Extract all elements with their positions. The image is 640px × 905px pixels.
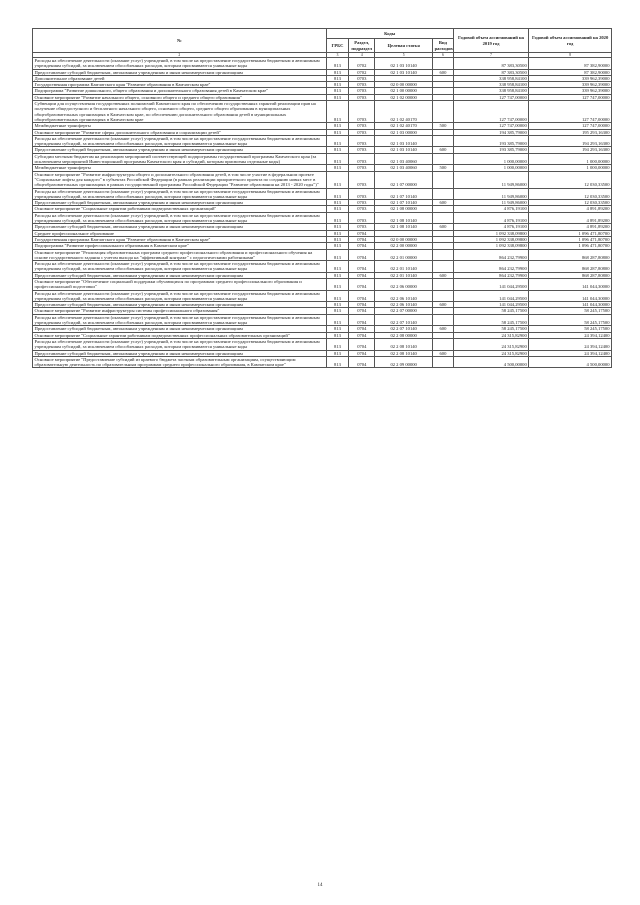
amount-2020-cell: 4 891,89200 <box>529 206 612 212</box>
index-cell: 4 <box>349 53 375 58</box>
razdel-cell: 0703 <box>349 188 375 200</box>
amount-2020-cell: 1 096 471,80700 <box>529 236 612 242</box>
vid-cell <box>433 212 454 224</box>
target-cell: 02 2 06 10140 <box>375 302 433 308</box>
col-header-target: Целевая статья <box>375 39 433 53</box>
amount-2020-cell: 58 245,17500 <box>529 326 612 332</box>
amount-2020-cell: 24 394,12400 <box>529 332 612 338</box>
table-row <box>33 356 612 368</box>
razdel-cell: 0704 <box>349 249 375 261</box>
table-row <box>33 261 612 273</box>
target-cell: 02 2 00 00000 <box>375 243 433 249</box>
vid-cell <box>433 290 454 302</box>
table-row <box>33 338 612 350</box>
row-name-cell: Подпрограмма "Развитие профессионального образования в Камчатском крае" <box>33 243 327 249</box>
amount-2020-cell: 868 287,80800 <box>529 272 612 278</box>
target-cell: 02 2 09 00000 <box>375 356 433 368</box>
col-header-grbs: ГРБС <box>326 39 349 53</box>
vid-cell: 600 <box>433 200 454 206</box>
amount-2019-cell: 1 092 338,09800 <box>453 230 528 236</box>
amount-2019-cell: 87 383,30500 <box>453 69 528 75</box>
grbs-cell: 813 <box>326 82 349 88</box>
amount-2020-cell: 141 044,30000 <box>529 302 612 308</box>
grbs-cell: 813 <box>326 69 349 75</box>
razdel-cell: 0702 <box>349 58 375 70</box>
grbs-cell: 813 <box>326 350 349 356</box>
target-cell: 02 1 08 10140 <box>375 212 433 224</box>
col-header-razdel: Раздел, подраздел <box>349 39 375 53</box>
row-name-cell: Расходы на обеспечение деятельности (оказание услуг) учреждений, в том числе на предоставление государственным бюджетным и автономным учреждениям субсидий, за исключением обособленных расходов, которым присваиваются уникальные коды <box>33 135 327 147</box>
amount-2019-cell: 4 876,19100 <box>453 212 528 224</box>
razdel-cell: 0704 <box>349 356 375 368</box>
index-cell: 6 <box>433 53 454 58</box>
vid-cell: 500 <box>433 165 454 171</box>
amount-2020-cell: 24 394,12400 <box>529 350 612 356</box>
vid-cell <box>433 249 454 261</box>
table-body <box>33 58 612 368</box>
target-cell: 02 1 03 10140 <box>375 69 433 75</box>
amount-2019-cell: 864 232,79900 <box>453 272 528 278</box>
table-row <box>33 249 612 261</box>
vid-cell <box>433 261 454 273</box>
amount-2019-cell: 338 958,84100 <box>453 88 528 94</box>
vid-cell: 600 <box>433 350 454 356</box>
target-cell: 02 2 01 10140 <box>375 261 433 273</box>
row-name-cell: Расходы на обеспечение деятельности (оказание услуг) учреждений, в том числе на предоставление государственным бюджетным и автономным учреждениям субсидий, за исключением обособленных расходов, которым присваиваются уникальные коды <box>33 261 327 273</box>
amount-2019-cell: 193 385,79000 <box>453 147 528 153</box>
razdel-cell: 0704 <box>349 272 375 278</box>
amount-2019-cell: 4 500,00000 <box>453 356 528 368</box>
vid-cell <box>433 153 454 165</box>
row-name-cell: Субсидии местным бюджетам на реализацию мероприятий соответствующей подпрограммы государственной программы Камчатского края (за исключением мероприятий Инвестиционной программы Камчатского края и субсидий, которым присвоены отдельные коды) <box>33 153 327 165</box>
vid-cell: 600 <box>433 224 454 230</box>
grbs-cell: 813 <box>326 249 349 261</box>
table-row <box>33 188 612 200</box>
razdel-cell: 0703 <box>349 94 375 100</box>
vid-cell: 500 <box>433 123 454 129</box>
table-row <box>33 153 612 165</box>
amount-2019-cell: 1 000,00000 <box>453 165 528 171</box>
grbs-cell: 813 <box>326 308 349 314</box>
row-name-cell: Основное мероприятие "Обеспечение социальной поддержки обучающихся по программам среднего профессионального образования и профессиональной подготовки" <box>33 278 327 290</box>
amount-2019-cell: 141 044,29500 <box>453 290 528 302</box>
amount-2020-cell: 58 245,17500 <box>529 308 612 314</box>
row-name-cell: Расходы на обеспечение деятельности (оказание услуг) учреждений, в том числе на предоставление государственным бюджетным и автономным учреждениям субсидий, за исключением обособленных расходов, которым присваиваются уникальные коды <box>33 212 327 224</box>
row-name-cell: Предоставление субсидий бюджетным, автономным учреждениям и иным некоммерческим организациям <box>33 147 327 153</box>
grbs-cell: 813 <box>326 101 349 123</box>
grbs-cell: 813 <box>326 153 349 165</box>
target-cell: 02 1 02 40170 <box>375 123 433 129</box>
grbs-cell: 813 <box>326 212 349 224</box>
target-cell: 02 1 03 10140 <box>375 147 433 153</box>
table-row <box>33 171 612 188</box>
razdel-cell: 0703 <box>349 123 375 129</box>
target-cell: 02 0 00 00000 <box>375 236 433 242</box>
grbs-cell: 813 <box>326 261 349 273</box>
target-cell: 02 1 07 10140 <box>375 200 433 206</box>
razdel-cell: 0703 <box>349 153 375 165</box>
grbs-cell: 813 <box>326 88 349 94</box>
amount-2019-cell: 127 747,00000 <box>453 101 528 123</box>
grbs-cell: 813 <box>326 326 349 332</box>
target-cell: 02 2 06 10140 <box>375 290 433 302</box>
amount-2019-cell: 338 958,84100 <box>453 82 528 88</box>
razdel-cell: 0704 <box>349 290 375 302</box>
vid-cell <box>433 101 454 123</box>
grbs-cell: 813 <box>326 236 349 242</box>
row-name-cell: Расходы на обеспечение деятельности (оказание услуг) учреждений, в том числе на предоставление государственным бюджетным и автономным учреждениям субсидий, за исключением обособленных расходов, которым присваиваются уникальные коды <box>33 290 327 302</box>
grbs-cell: 813 <box>326 58 349 70</box>
row-name-cell: Основное мероприятие "Развитие инфраструктуры системы профессионального образования" <box>33 308 327 314</box>
grbs-cell: 813 <box>326 290 349 302</box>
amount-2020-cell: 58 245,17500 <box>529 314 612 326</box>
razdel-cell: 0704 <box>349 326 375 332</box>
grbs-cell: 813 <box>326 147 349 153</box>
amount-2019-cell: 141 044,29500 <box>453 278 528 290</box>
grbs-cell: 813 <box>326 135 349 147</box>
amount-2020-cell: 141 044,30000 <box>529 290 612 302</box>
table-row <box>33 314 612 326</box>
row-name-cell: Основное мероприятие "Развитие инфраструктуры общего и дополнительного образования детей, в том числе участие в федеральном проекте "Социальные лифты для каждого" в субъектах Российской Федерации (в рамках реализации приоритетного проекта по созданию новых мест в общеобразовательных организациях в рамках государственной программы Российской Федерации "Развитие образования на 2013 - 2020 годы")" <box>33 171 327 188</box>
razdel-cell: 0703 <box>349 147 375 153</box>
vid-cell <box>433 356 454 368</box>
amount-2019-cell: 87 383,30500 <box>453 58 528 70</box>
header-row-1 <box>33 29 612 39</box>
amount-2020-cell: 339 962,39000 <box>529 75 612 81</box>
row-name-cell: Предоставление субсидий бюджетным, автономным учреждениям и иным некоммерческим организациям <box>33 272 327 278</box>
amount-2020-cell: 127 747,00000 <box>529 94 612 100</box>
razdel-cell: 0704 <box>349 332 375 338</box>
amount-2019-cell: 127 747,00000 <box>453 123 528 129</box>
index-cell: 2 <box>33 53 327 58</box>
razdel-cell: 0704 <box>349 261 375 273</box>
razdel-cell: 0704 <box>349 230 375 236</box>
amount-2020-cell: 127 747,00000 <box>529 101 612 123</box>
row-name-cell: Основное мероприятие "Социальные гарантии работникам подведомственных профессиональных образовательных организаций" <box>33 332 327 338</box>
row-name-cell: Расходы на обеспечение деятельности (оказание услуг) учреждений, в том числе на предоставление государственным бюджетным и автономным учреждениям субсидий, за исключением обособленных расходов, которым присваиваются уникальные коды <box>33 314 327 326</box>
index-cell: 3 <box>326 53 349 58</box>
razdel-cell: 0703 <box>349 135 375 147</box>
index-cell: 5 <box>375 53 433 58</box>
amount-2019-cell: 864 232,79900 <box>453 249 528 261</box>
target-cell: 02 2 08 10140 <box>375 338 433 350</box>
razdel-cell: 0703 <box>349 82 375 88</box>
row-name-cell: Предоставление субсидий бюджетным, автономным учреждениям и иным некоммерческим организациям <box>33 302 327 308</box>
target-cell: 02 2 01 10140 <box>375 272 433 278</box>
amount-2020-cell: 141 044,30000 <box>529 278 612 290</box>
row-name-cell: Основное мероприятие "Социальные гарантии работникам подведомственных организаций" <box>33 206 327 212</box>
target-cell: 02 1 03 40060 <box>375 153 433 165</box>
grbs-cell: 813 <box>326 206 349 212</box>
grbs-cell: 813 <box>326 302 349 308</box>
amount-2019-cell: 194 385,79000 <box>453 129 528 135</box>
amount-2019-cell: 1 092 338,09800 <box>453 236 528 242</box>
budget-table <box>32 28 612 368</box>
target-cell: 02 2 01 00000 <box>375 249 433 261</box>
grbs-cell: 813 <box>326 278 349 290</box>
vid-cell <box>433 135 454 147</box>
vid-cell: 600 <box>433 302 454 308</box>
grbs-cell: 813 <box>326 243 349 249</box>
row-name-cell: Предоставление субсидий бюджетным, автономным учреждениям и иным некоммерческим организациям <box>33 69 327 75</box>
razdel-cell: 0703 <box>349 200 375 206</box>
grbs-cell: 813 <box>326 171 349 188</box>
amount-2019-cell: 1 092 338,09800 <box>453 243 528 249</box>
amount-2020-cell: 1 096 471,80700 <box>529 230 612 236</box>
amount-2020-cell: 87 382,90000 <box>529 58 612 70</box>
grbs-cell: 813 <box>326 272 349 278</box>
amount-2020-cell: 1 000,00000 <box>529 165 612 171</box>
grbs-cell: 813 <box>326 188 349 200</box>
grbs-cell: 813 <box>326 230 349 236</box>
amount-2019-cell: 11 949,86000 <box>453 188 528 200</box>
amount-2019-cell: 24 315,82900 <box>453 332 528 338</box>
amount-2020-cell: 12 030,33500 <box>529 171 612 188</box>
target-cell: 02 1 03 00000 <box>375 129 433 135</box>
amount-2020-cell: 12 030,33500 <box>529 188 612 200</box>
grbs-cell: 813 <box>326 75 349 81</box>
target-cell: 02 1 08 00000 <box>375 206 433 212</box>
row-name-cell: Среднее профессиональное образование <box>33 230 327 236</box>
razdel-cell: 0704 <box>349 302 375 308</box>
target-cell: 02 2 08 10140 <box>375 350 433 356</box>
target-cell: 02 2 08 00000 <box>375 332 433 338</box>
grbs-cell: 813 <box>326 200 349 206</box>
amount-2019-cell: 1 000,00000 <box>453 153 528 165</box>
target-cell: 02 2 07 10140 <box>375 326 433 332</box>
razdel-cell: 0703 <box>349 75 375 81</box>
razdel-cell: 0704 <box>349 236 375 242</box>
target-cell: 02 1 07 10140 <box>375 188 433 200</box>
row-name-cell: Расходы на обеспечение деятельности (оказание услуг) учреждений, в том числе на предоставление государственным бюджетным и автономным учреждениям субсидий, за исключением обособленных расходов, которым присваиваются уникальные коды <box>33 58 327 70</box>
row-name-cell: Предоставление субсидий бюджетным, автономным учреждениям и иным некоммерческим организациям <box>33 200 327 206</box>
target-cell: 02 1 03 10140 <box>375 135 433 147</box>
vid-cell: 600 <box>433 147 454 153</box>
vid-cell <box>433 278 454 290</box>
razdel-cell: 0703 <box>349 101 375 123</box>
amount-2020-cell: 194 293,16300 <box>529 135 612 147</box>
target-cell: 02 1 08 10140 <box>375 224 433 230</box>
razdel-cell: 0704 <box>349 350 375 356</box>
razdel-cell: 0704 <box>349 308 375 314</box>
row-name-cell: Подпрограмма "Развитие дошкольного, общего образования и дополнительного образования детей в Камчатском крае" <box>33 88 327 94</box>
table-row <box>33 278 612 290</box>
amount-2019-cell: 11 949,86000 <box>453 200 528 206</box>
target-cell: 02 1 00 00000 <box>375 88 433 94</box>
row-name-cell: Субвенции для осуществления государственных полномочий Камчатского края по обеспечению государственных гарантий реализации прав на получение общедоступного и бесплатного начального общего, основного общего, среднего общего образования в муниципальных общеобразовательных организациях в Камчатском крае, по обеспечению дополнительного образования детей в муниципальных общеобразовательных организациях в Камчатском крае <box>33 101 327 123</box>
target-cell: 02 1 03 10140 <box>375 58 433 70</box>
row-name-cell: Предоставление субсидий бюджетным, автономным учреждениям и иным некоммерческим организациям <box>33 350 327 356</box>
target-cell: 02 0 00 00000 <box>375 82 433 88</box>
vid-cell <box>433 58 454 70</box>
col-header-2019: Годовой объем ассигнований на 2019 год <box>453 29 528 53</box>
razdel-cell: 0703 <box>349 165 375 171</box>
razdel-cell: 0704 <box>349 243 375 249</box>
razdel-cell: 0702 <box>349 69 375 75</box>
amount-2020-cell: 1 096 471,80700 <box>529 243 612 249</box>
target-cell: 02 2 07 10140 <box>375 314 433 326</box>
table-row <box>33 212 612 224</box>
grbs-cell: 813 <box>326 338 349 350</box>
razdel-cell: 0704 <box>349 338 375 350</box>
grbs-cell: 813 <box>326 94 349 100</box>
amount-2019-cell: 11 949,86000 <box>453 171 528 188</box>
razdel-cell: 0703 <box>349 224 375 230</box>
row-name-cell: Предоставление субсидий бюджетным, автономным учреждениям и иным некоммерческим организациям <box>33 326 327 332</box>
amount-2019-cell: 338 958,84100 <box>453 75 528 81</box>
amount-2019-cell: 24 315,82900 <box>453 338 528 350</box>
target-cell: 02 1 02 40170 <box>375 101 433 123</box>
index-cell: 7 <box>453 53 528 58</box>
col-header-vid: Вид расходов <box>434 40 453 51</box>
amount-2020-cell: 339 962,39000 <box>529 88 612 94</box>
grbs-cell: 813 <box>326 314 349 326</box>
table-row <box>33 290 612 302</box>
row-name-cell: Основное мероприятие "Реализация образовательных программ среднего профессионального образования и профессионального обучения на основе государственного задания с учетом выхода на "эффективный контракт" с педагогическими работниками" <box>33 249 327 261</box>
amount-2020-cell: 12 030,33500 <box>529 200 612 206</box>
amount-2020-cell: 4 500,00000 <box>529 356 612 368</box>
row-name-cell: Дополнительное образование детей <box>33 75 327 81</box>
amount-2019-cell: 4 876,19100 <box>453 224 528 230</box>
target-cell: 02 2 07 00000 <box>375 308 433 314</box>
amount-2020-cell: 4 891,89200 <box>529 212 612 224</box>
amount-2019-cell: 4 876,19100 <box>453 206 528 212</box>
col-header-name: № <box>33 29 327 53</box>
grbs-cell: 813 <box>326 356 349 368</box>
amount-2020-cell: 868 287,80800 <box>529 249 612 261</box>
vid-cell <box>433 188 454 200</box>
amount-2020-cell: 4 891,89200 <box>529 224 612 230</box>
row-name-cell: Государственная программа Камчатского края "Развитие образования в Камчатском крае" <box>33 236 327 242</box>
razdel-cell: 0703 <box>349 171 375 188</box>
grbs-cell: 813 <box>326 224 349 230</box>
row-name-cell: Основное мероприятие "Развитие начального общего, основного общего и среднего общего образования" <box>33 94 327 100</box>
razdel-cell: 0704 <box>349 278 375 290</box>
target-cell: 02 1 07 00000 <box>375 171 433 188</box>
amount-2019-cell: 864 232,79900 <box>453 261 528 273</box>
row-name-cell: Расходы на обеспечение деятельности (оказание услуг) учреждений, в том числе на предоставление государственным бюджетным и автономным учреждениям субсидий, за исключением обособленных расходов, которым присваиваются уникальные коды <box>33 188 327 200</box>
row-name-cell: Основное мероприятие "Предоставление субсидий из краевого бюджета частным образовательным организациям, осуществляющим образовательную деятельность по образовательным программам среднего профессионального образования, в Камчатском крае" <box>33 356 327 368</box>
amount-2020-cell: 1 000,00000 <box>529 153 612 165</box>
amount-2020-cell: 127 747,00000 <box>529 123 612 129</box>
amount-2020-cell: 339 962,39000 <box>529 82 612 88</box>
grbs-cell: 813 <box>326 332 349 338</box>
razdel-cell: 0703 <box>349 212 375 224</box>
table-row <box>33 101 612 123</box>
grbs-cell: 813 <box>326 165 349 171</box>
col-header-2020: Годовой объем ассигнований на 2020 год <box>529 29 612 53</box>
amount-2020-cell: 24 394,12400 <box>529 338 612 350</box>
vid-cell: 600 <box>433 69 454 75</box>
table-row <box>33 135 612 147</box>
razdel-cell: 0703 <box>349 206 375 212</box>
grbs-cell: 813 <box>326 123 349 129</box>
row-name-cell: Основное мероприятие "Развитие сферы дополнительного образования и социализации детей" <box>33 129 327 135</box>
vid-cell <box>433 314 454 326</box>
amount-2019-cell: 58 245,17500 <box>453 326 528 332</box>
target-cell: 02 1 02 00000 <box>375 94 433 100</box>
table-row <box>33 58 612 70</box>
amount-2020-cell: 868 287,80800 <box>529 261 612 273</box>
row-name-cell: Межбюджетные трансферты <box>33 123 327 129</box>
amount-2019-cell: 141 044,29500 <box>453 302 528 308</box>
page-number: 14 <box>317 883 323 888</box>
row-name-cell: Предоставление субсидий бюджетным, автономным учреждениям и иным некоммерческим организациям <box>33 224 327 230</box>
amount-2019-cell: 127 747,00000 <box>453 94 528 100</box>
razdel-cell: 0703 <box>349 129 375 135</box>
amount-2019-cell: 58 245,17500 <box>453 308 528 314</box>
amount-2019-cell: 58 245,17500 <box>453 314 528 326</box>
row-name-cell: Расходы на обеспечение деятельности (оказание услуг) учреждений, в том числе на предоставление государственным бюджетным и автономным учреждениям субсидий, за исключением обособленных расходов, которым присваиваются уникальные коды <box>33 338 327 350</box>
vid-cell: 600 <box>433 272 454 278</box>
vid-cell: 600 <box>433 326 454 332</box>
amount-2019-cell: 24 315,82900 <box>453 350 528 356</box>
index-cell: 8 <box>529 53 612 58</box>
amount-2020-cell: 194 293,16300 <box>529 147 612 153</box>
grbs-cell: 813 <box>326 129 349 135</box>
razdel-cell: 0703 <box>349 88 375 94</box>
amount-2020-cell: 87 382,90000 <box>529 69 612 75</box>
row-name-cell: Межбюджетные трансферты <box>33 165 327 171</box>
amount-2019-cell: 193 385,79000 <box>453 135 528 147</box>
row-name-cell: Государственная программа Камчатского края "Развитие образования в Камчатском крае" <box>33 82 327 88</box>
target-cell: 02 1 03 40060 <box>375 165 433 171</box>
razdel-cell: 0704 <box>349 314 375 326</box>
vid-cell <box>433 171 454 188</box>
col-header-codes: Коды <box>326 29 453 39</box>
vid-cell <box>433 338 454 350</box>
amount-2020-cell: 195 293,16300 <box>529 129 612 135</box>
target-cell: 02 2 06 00000 <box>375 278 433 290</box>
